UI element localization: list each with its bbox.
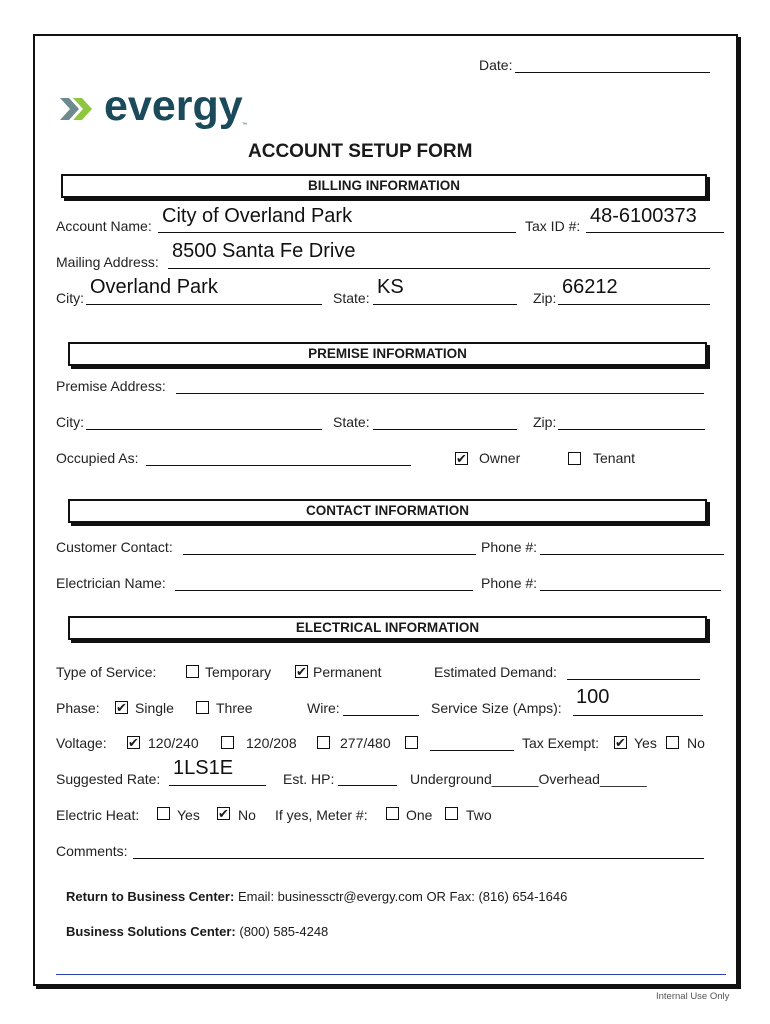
suggested-rate-label: Suggested Rate:: [56, 771, 161, 787]
tax-id-label: Tax ID #:: [525, 218, 581, 234]
three-phase-label: Three: [216, 700, 253, 716]
permanent-label: Permanent: [313, 664, 382, 680]
logo-trademark: ™: [242, 122, 247, 128]
billing-zip-value: 66212: [562, 276, 618, 298]
billing-state-value: KS: [377, 276, 404, 298]
account-name-label: Account Name:: [56, 218, 152, 234]
estimated-demand-label: Estimated Demand:: [434, 664, 557, 680]
type-of-service-label: Type of Service:: [56, 664, 157, 680]
underground-overhead-label: Underground______Overhead______: [410, 771, 647, 787]
billing-city-value: Overland Park: [90, 276, 218, 298]
tax-id-field[interactable]: [586, 232, 724, 233]
return-label: Return to Business Center:: [66, 889, 235, 904]
mailing-address-value: 8500 Santa Fe Drive: [172, 240, 356, 262]
billing-zip-field[interactable]: [558, 304, 710, 305]
occupied-as-field[interactable]: [146, 465, 411, 466]
premise-zip-label: Zip:: [533, 414, 557, 430]
electrician-name-field[interactable]: [175, 590, 473, 591]
billing-section-header: BILLING INFORMATION: [61, 174, 707, 198]
premise-city-label: City:: [56, 414, 84, 430]
meter-number-label: If yes, Meter #:: [275, 807, 368, 823]
meter-one-checkbox[interactable]: [386, 807, 399, 820]
electrical-section-header: ELECTRICAL INFORMATION: [68, 616, 707, 640]
tax-id-value: 48-6100373: [590, 205, 697, 227]
service-size-field[interactable]: [573, 715, 703, 716]
electric-heat-yes-label: Yes: [177, 807, 200, 823]
voltage-120-208-label: 120/208: [246, 735, 297, 751]
premise-state-field[interactable]: [373, 429, 517, 430]
account-name-value: City of Overland Park: [162, 205, 353, 227]
single-phase-checkbox[interactable]: ✔: [116, 700, 127, 715]
electrician-phone-field[interactable]: [540, 590, 721, 591]
customer-contact-label: Customer Contact:: [56, 539, 173, 555]
billing-state-label: State:: [333, 290, 370, 306]
premise-section-header: PREMISE INFORMATION: [68, 342, 707, 366]
service-size-label: Service Size (Amps):: [431, 700, 562, 716]
temporary-label: Temporary: [205, 664, 272, 680]
wire-label: Wire:: [307, 700, 340, 716]
solutions-label: Business Solutions Center:: [66, 924, 236, 939]
single-phase-label: Single: [135, 700, 174, 716]
voltage-120-240-checkbox[interactable]: ✔: [128, 735, 139, 750]
return-to-business-center: [66, 889, 567, 904]
three-phase-checkbox[interactable]: [196, 701, 209, 714]
bottom-rule: [56, 974, 726, 975]
est-hp-field[interactable]: [338, 785, 397, 786]
solutions-phone: (800) 585-4248: [239, 924, 329, 939]
owner-label: Owner: [479, 450, 521, 466]
electrician-name-label: Electrician Name:: [56, 575, 166, 591]
tenant-checkbox[interactable]: [568, 452, 581, 465]
tax-exempt-yes-label: Yes: [634, 735, 657, 751]
date-field[interactable]: [515, 72, 710, 73]
mailing-address-label: Mailing Address:: [56, 254, 159, 270]
date-label: Date:: [479, 57, 513, 73]
premise-address-field[interactable]: [176, 393, 704, 394]
service-size-value: 100: [576, 686, 610, 708]
account-name-field[interactable]: [158, 232, 516, 233]
suggested-rate-field[interactable]: [169, 785, 266, 786]
meter-one-label: One: [406, 807, 433, 823]
billing-state-field[interactable]: [373, 304, 517, 305]
voltage-120-208-checkbox[interactable]: [221, 736, 234, 749]
form-title: ACCOUNT SETUP FORM: [248, 141, 473, 162]
evergy-logo: evergy: [104, 82, 243, 130]
wire-field[interactable]: [343, 715, 419, 716]
tax-exempt-no-label: No: [687, 735, 705, 751]
suggested-rate-value: 1LS1E: [173, 757, 234, 779]
premise-address-label: Premise Address:: [56, 378, 166, 394]
comments-field[interactable]: [133, 858, 704, 859]
temporary-checkbox[interactable]: [186, 665, 199, 678]
customer-phone-label: Phone #:: [481, 539, 538, 555]
tax-exempt-label: Tax Exempt:: [522, 735, 600, 751]
estimated-demand-field[interactable]: [567, 679, 700, 680]
meter-two-label: Two: [466, 807, 492, 823]
electric-heat-label: Electric Heat:: [56, 807, 140, 823]
internal-use-note: Internal Use Only: [656, 991, 730, 1002]
comments-label: Comments:: [56, 843, 128, 859]
occupied-as-label: Occupied As:: [56, 450, 139, 466]
electric-heat-yes-checkbox[interactable]: [157, 807, 170, 820]
permanent-checkbox[interactable]: ✔: [296, 664, 307, 679]
billing-city-label: City:: [56, 290, 84, 306]
premise-city-field[interactable]: [86, 429, 322, 430]
business-solutions-center: [66, 924, 328, 939]
evergy-chevron-icon: [60, 95, 102, 123]
billing-zip-label: Zip:: [533, 290, 557, 306]
phase-label: Phase:: [56, 700, 100, 716]
electric-heat-no-label: No: [238, 807, 256, 823]
tax-exempt-no-checkbox[interactable]: [666, 736, 679, 749]
voltage-277-480-label: 277/480: [340, 735, 391, 751]
electric-heat-no-checkbox[interactable]: ✔: [218, 806, 229, 821]
voltage-120-240-label: 120/240: [148, 735, 199, 751]
mailing-address-field[interactable]: [168, 268, 710, 269]
est-hp-label: Est. HP:: [283, 771, 335, 787]
contact-section-header: CONTACT INFORMATION: [68, 499, 707, 523]
return-contact-text: Email: businessctr@evergy.com OR Fax: (816) 654-1646: [237, 889, 568, 904]
electrician-phone-label: Phone #:: [481, 575, 538, 591]
meter-two-checkbox[interactable]: [445, 807, 458, 820]
voltage-label: Voltage:: [56, 735, 107, 751]
owner-checkbox[interactable]: ✔: [456, 451, 467, 466]
voltage-other-field[interactable]: [430, 750, 514, 751]
voltage-277-480-checkbox[interactable]: [317, 736, 330, 749]
tenant-label: Tenant: [593, 450, 636, 466]
voltage-other-checkbox[interactable]: [405, 736, 418, 749]
customer-phone-field[interactable]: [540, 554, 724, 555]
billing-city-field[interactable]: [86, 304, 322, 305]
tax-exempt-yes-checkbox[interactable]: ✔: [615, 735, 626, 750]
customer-contact-field[interactable]: [183, 554, 476, 555]
premise-state-label: State:: [333, 414, 370, 430]
premise-zip-field[interactable]: [558, 429, 705, 430]
